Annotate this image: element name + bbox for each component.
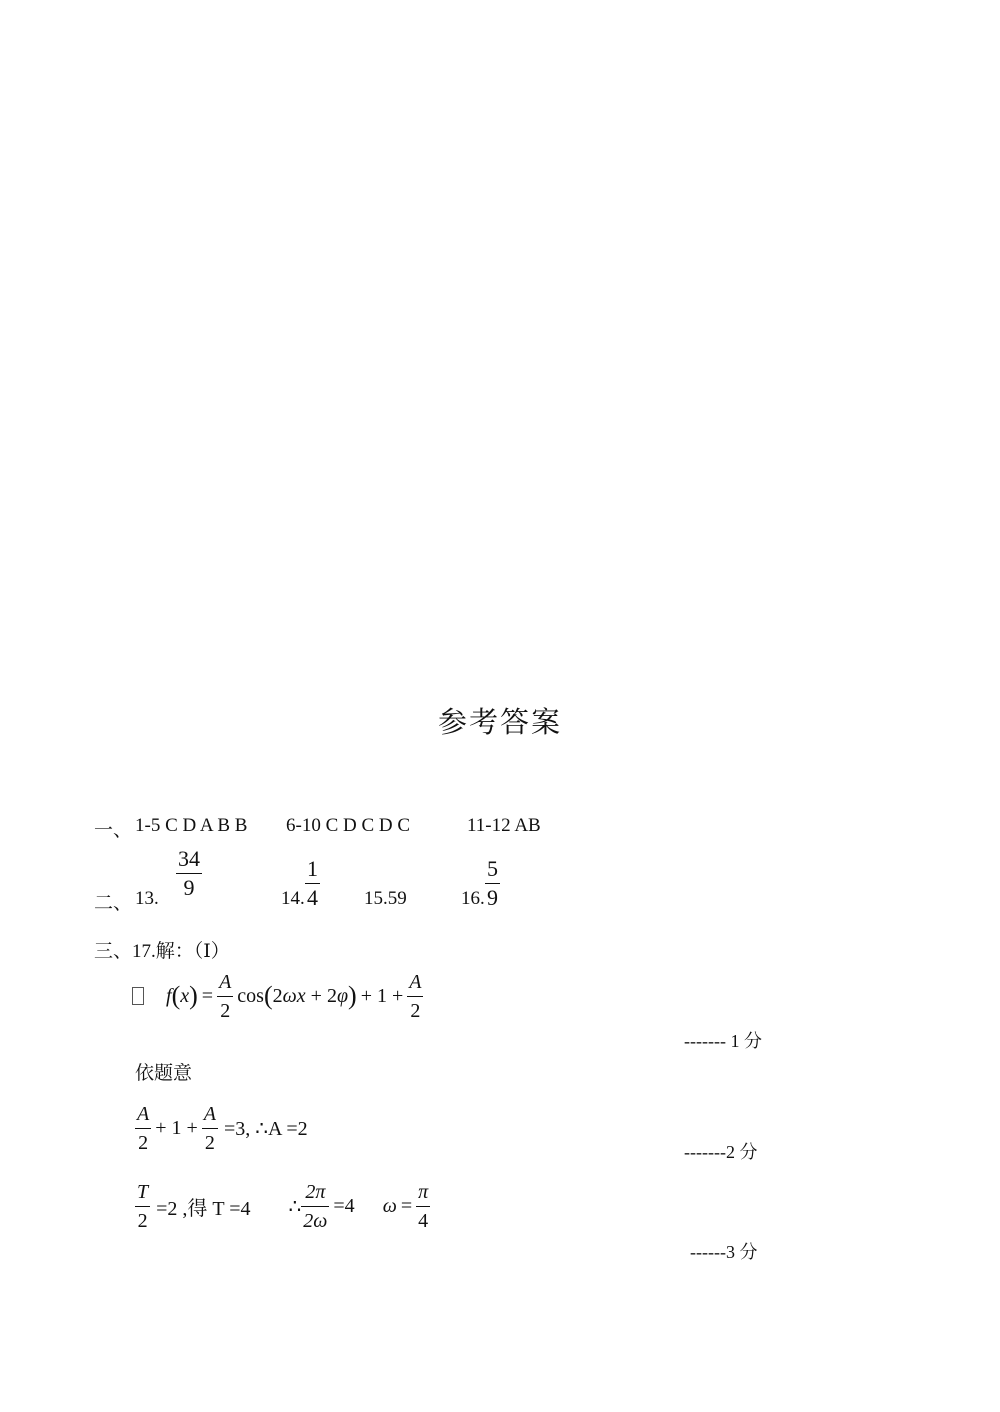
eq1-arg1: 2 <box>272 984 283 1007</box>
eq3-frac2-den: 2ω <box>301 1206 329 1232</box>
eq3-frac2-num: 2π <box>305 1180 326 1203</box>
eq1-frac1-num: A <box>219 970 232 993</box>
section1-label: 一、 <box>94 820 133 841</box>
equation-1 <box>132 966 423 1026</box>
eq1-lparen: ( <box>171 981 181 1010</box>
eq1-x: x <box>180 984 190 1007</box>
eq1-cos: cos <box>237 984 264 1007</box>
eq1-cos-lparen: ( <box>263 981 273 1010</box>
eq1-frac1-den: 2 <box>217 996 233 1022</box>
eq3-frac3-num: π <box>418 1180 429 1203</box>
eq3-frac1-num: T <box>137 1180 149 1203</box>
q13-fraction <box>176 848 202 899</box>
section1-answers-1-5: 1-5 C D A B B <box>135 815 248 836</box>
q13-numerator: 34 <box>178 846 200 871</box>
section1-answers-6-10: 6-10 C D C D C <box>286 815 411 836</box>
section1-answers-11-12: 11-12 AB <box>467 815 541 836</box>
eq1-phi: φ <box>336 984 349 1007</box>
eq3-frac1-den: 2 <box>135 1206 150 1232</box>
eq3-eq4: =4 <box>333 1194 355 1217</box>
q14-number: 14. <box>281 888 305 909</box>
placeholder-box-icon <box>132 987 144 1005</box>
eq1-cos-rparen: ) <box>348 981 357 1010</box>
eq1-arg2: 2 <box>326 984 337 1007</box>
eq1-omega: ω <box>282 984 297 1007</box>
equation-2 <box>135 1098 308 1158</box>
q14-fraction <box>305 858 320 909</box>
eq1-frac2-den: 2 <box>407 996 423 1022</box>
equation-3 <box>135 1176 430 1236</box>
eq2-rest: =3, ∴A =2 <box>224 1117 308 1140</box>
score-3: ------3 分 <box>690 1242 758 1262</box>
eq2-frac2-den: 2 <box>202 1128 218 1154</box>
according-to-question: 依题意 <box>135 1063 193 1084</box>
eq3-part1: =2 ,得 T =4 <box>156 1197 251 1220</box>
q13-denominator: 9 <box>176 873 202 899</box>
section3-label: 三、17.解：（Ⅰ） <box>94 941 230 962</box>
page-title: 参考答案 <box>437 705 562 739</box>
eq2-frac2-num: A <box>203 1102 216 1125</box>
eq1-plus-one: + 1 + <box>360 984 404 1007</box>
eq3-therefore: ∴ <box>288 1195 302 1218</box>
q16-fraction <box>485 858 500 909</box>
q16-numerator: 5 <box>487 856 498 881</box>
q13-number: 13. <box>135 888 159 909</box>
q15-answer: 15.59 <box>364 888 407 909</box>
eq1-frac2-num: A <box>409 970 422 993</box>
eq3-frac3-den: 4 <box>416 1206 430 1232</box>
eq1-rparen: ) <box>189 981 198 1010</box>
q16-number: 16. <box>461 888 485 909</box>
eq2-mid: + 1 + <box>155 1116 198 1139</box>
eq1-xv: x <box>296 984 306 1007</box>
score-1: ------- 1 分 <box>684 1031 762 1051</box>
eq1-equals: = <box>201 984 214 1007</box>
eq3-equals: = <box>400 1194 413 1217</box>
q16-denominator: 9 <box>487 885 498 910</box>
eq3-omega: ω <box>382 1194 397 1217</box>
q14-denominator: 4 <box>307 885 318 910</box>
eq1-f: f <box>166 984 172 1007</box>
section2-label: 二、 <box>94 893 133 914</box>
q14-numerator: 1 <box>307 856 318 881</box>
eq2-frac1-den: 2 <box>135 1128 151 1154</box>
score-2: -------2 分 <box>684 1142 758 1162</box>
eq1-plus: + <box>310 984 322 1007</box>
eq2-frac1-num: A <box>137 1102 150 1125</box>
